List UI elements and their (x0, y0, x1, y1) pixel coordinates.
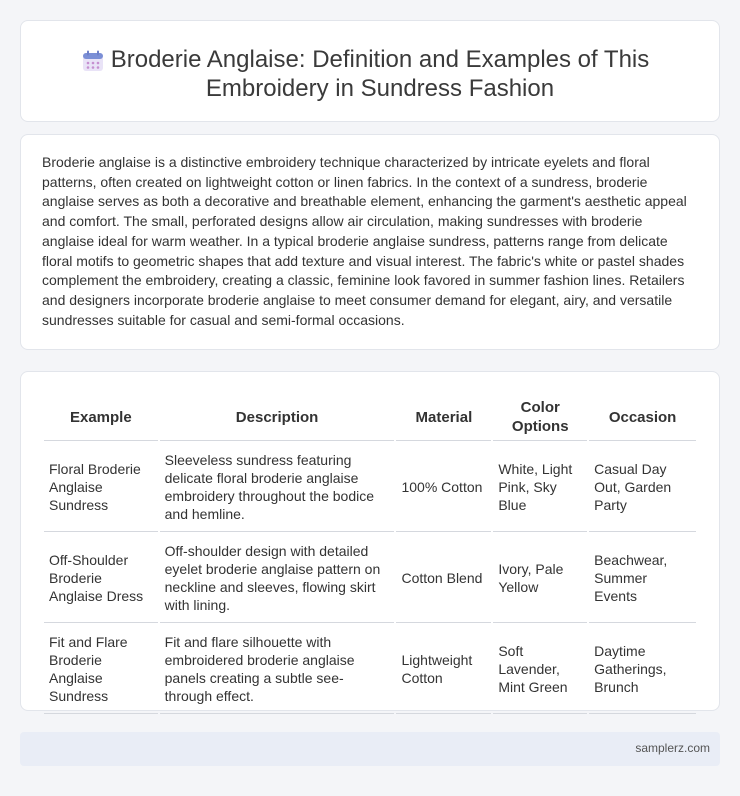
header-occasion: Occasion (589, 394, 696, 441)
header-material: Material (396, 394, 491, 441)
footer (20, 732, 720, 766)
cell-color-options: White, Light Pink, Sky Blue (493, 443, 587, 532)
cell-example: Off-Shoulder Broderie Anglaise Dress (44, 534, 158, 623)
cell-example: Floral Broderie Anglaise Sundress (44, 443, 158, 532)
cell-description: Off-shoulder design with detailed eyelet broderie anglaise pattern on neckline and sleeves, flowing skirt with lining. (160, 534, 395, 623)
header-description: Description (160, 394, 395, 441)
page-title: Broderie Anglaise: Definition and Examples of This Embroidery in Sundress Fashion (110, 46, 650, 102)
header-example: Example (44, 394, 158, 441)
header-color-options: Color Options (493, 394, 587, 441)
intro-paragraph: Broderie anglaise is a distinctive embroidery technique characterized by intricate eyelets and floral patterns, often created on lightweight cotton or linen fabrics. In the context of a sundress, broderie anglaise serves as both a decorative and breathable element, enhancing the garment's aesthetic appeal and comfort. The small, perforated designs allow air circulation, making sundresses with broderie anglaise ideal for warm weather. In a typical broderie anglaise sundress, patterns range from delicate floral motifs to geometric shapes that add texture and visual interest. The fabric's white or pastel shades complement the embroidery, creating a classic, feminine look favored in summer fashion lines. Retailers and designers incorporate broderie anglaise to meet consumer demand for elegant, airy, and versatile sundresses suitable for casual and semi-formal occasions. (42, 154, 687, 328)
table-header-row (44, 394, 696, 441)
table-card (20, 371, 720, 711)
cell-occasion: Daytime Gatherings, Brunch (589, 625, 696, 714)
cell-occasion: Beachwear, Summer Events (589, 534, 696, 623)
header-card (20, 20, 720, 122)
cell-color-options: Ivory, Pale Yellow (493, 534, 587, 623)
cell-description: Fit and flare silhouette with embroidered broderie anglaise panels creating a subtle see-through effect. (160, 625, 395, 714)
cell-description: Sleeveless sundress featuring delicate floral broderie anglaise embroidery throughout the bodice and hemline. (160, 443, 395, 532)
footer-site-link[interactable]: samplerz.com (635, 741, 710, 755)
cell-material: Cotton Blend (396, 534, 491, 623)
cell-color-options: Soft Lavender, Mint Green (493, 625, 587, 714)
table-row (44, 625, 696, 714)
cell-material: 100% Cotton (396, 443, 491, 532)
cell-occasion: Casual Day Out, Garden Party (589, 443, 696, 532)
table-row (44, 534, 696, 623)
table-row (44, 443, 696, 532)
examples-table (42, 392, 698, 716)
intro-card (20, 134, 720, 350)
cell-material: Lightweight Cotton (396, 625, 491, 714)
cell-example: Fit and Flare Broderie Anglaise Sundress (44, 625, 158, 714)
